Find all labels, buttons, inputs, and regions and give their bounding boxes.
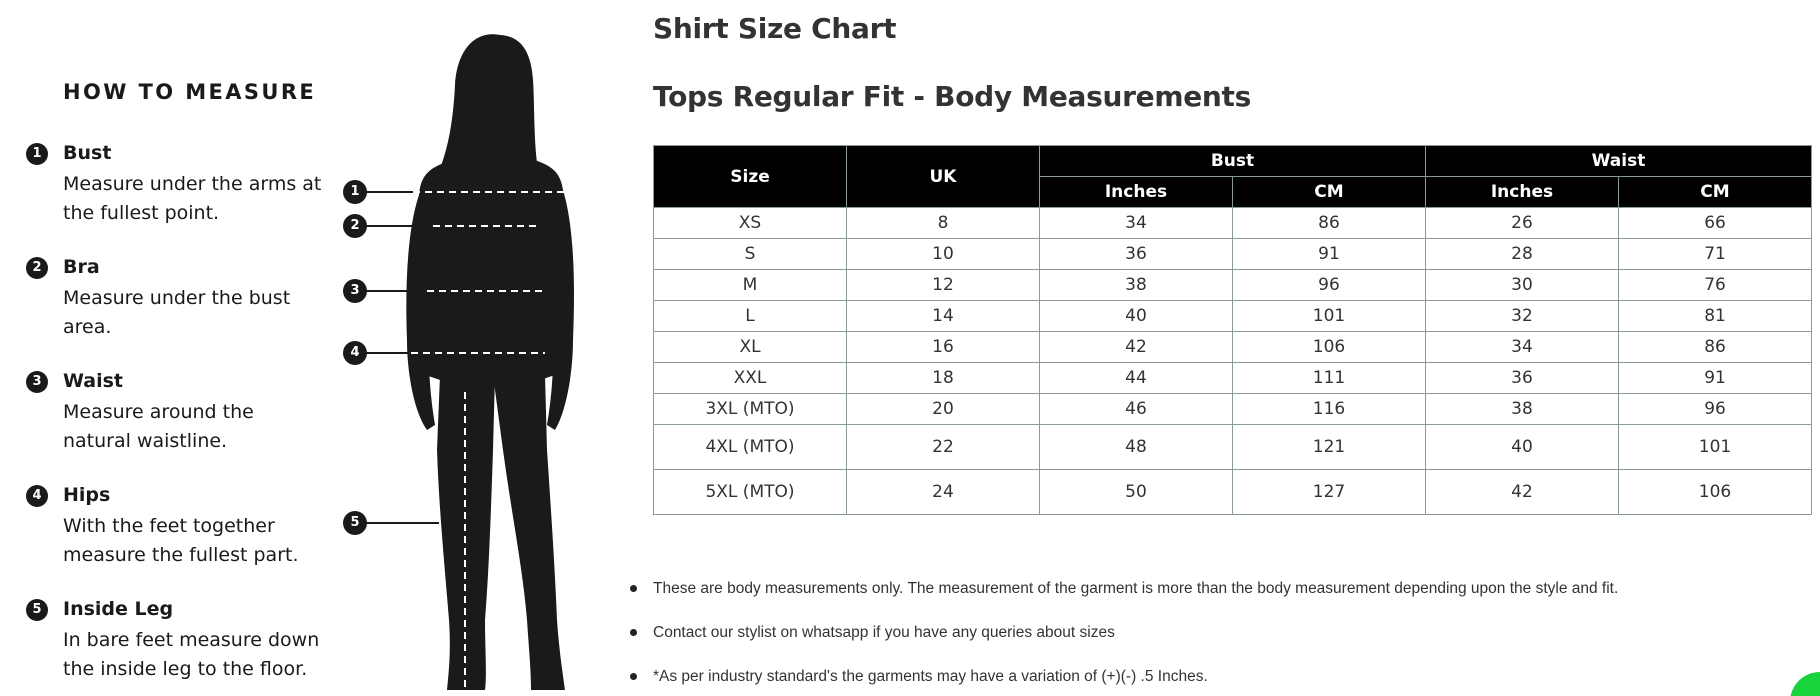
table-row: [654, 394, 1812, 425]
note-item: These are body measurements only. The measurement of the garment is more than the body measurement depending upon the style and fit.: [625, 580, 1775, 624]
table-header-row: [654, 146, 1812, 177]
cell-bust-inches: 50: [1040, 470, 1233, 515]
step-name: Bust: [63, 142, 112, 164]
step-description: In bare feet measure down the inside leg to the floor.: [63, 629, 320, 680]
step-number-badge: 3: [26, 371, 48, 393]
table-row: [654, 301, 1812, 332]
table-row: [654, 239, 1812, 270]
cell-uk: 24: [847, 470, 1040, 515]
cell-waist-cm: 71: [1619, 239, 1812, 270]
size-table: [653, 145, 1812, 515]
cell-waist-inches: 40: [1426, 425, 1619, 470]
step-description: Measure under the arms at the fullest point.: [63, 173, 322, 224]
table-row: [654, 270, 1812, 301]
size-chart-title: Shirt Size Chart: [653, 12, 897, 45]
cell-waist-cm: 66: [1619, 208, 1812, 239]
cell-waist-inches: 26: [1426, 208, 1619, 239]
cell-bust-inches: 46: [1040, 394, 1233, 425]
cell-uk: 12: [847, 270, 1040, 301]
cell-waist-cm: 91: [1619, 363, 1812, 394]
measure-point-badge: 2: [343, 214, 367, 238]
size-chart-subtitle: Tops Regular Fit - Body Measurements: [653, 80, 1251, 113]
header-bust: Bust: [1040, 146, 1426, 177]
cell-size: 4XL (MTO): [654, 425, 847, 470]
cell-uk: 14: [847, 301, 1040, 332]
cell-bust-cm: 86: [1233, 208, 1426, 239]
how-to-measure-panel: [26, 0, 346, 696]
cell-uk: 8: [847, 208, 1040, 239]
table-row: [654, 332, 1812, 363]
cell-waist-inches: 30: [1426, 270, 1619, 301]
header-uk: UK: [847, 146, 1040, 208]
cell-waist-inches: 42: [1426, 470, 1619, 515]
cell-bust-cm: 91: [1233, 239, 1426, 270]
measure-point-badge: 4: [343, 341, 367, 365]
cell-size: XS: [654, 208, 847, 239]
cell-bust-inches: 38: [1040, 270, 1233, 301]
cell-bust-cm: 121: [1233, 425, 1426, 470]
body-silhouette-figure: [335, 30, 595, 696]
cell-size: XL: [654, 332, 847, 363]
table-row: [654, 363, 1812, 394]
cell-size: 3XL (MTO): [654, 394, 847, 425]
cell-size: XXL: [654, 363, 847, 394]
cell-uk: 22: [847, 425, 1040, 470]
note-item: *As per industry standard's the garments may have a variation of (+)(-) .5 Inches.: [625, 668, 1775, 696]
cell-bust-cm: 106: [1233, 332, 1426, 363]
cell-bust-cm: 127: [1233, 470, 1426, 515]
measure-point-badge: 3: [343, 279, 367, 303]
cell-bust-inches: 42: [1040, 332, 1233, 363]
header-waist-cm: CM: [1619, 177, 1812, 208]
table-row: [654, 470, 1812, 515]
cell-bust-cm: 111: [1233, 363, 1426, 394]
note-item: Contact our stylist on whatsapp if you have any queries about sizes: [625, 624, 1775, 668]
cell-size: 5XL (MTO): [654, 470, 847, 515]
cell-waist-inches: 38: [1426, 394, 1619, 425]
step-number-badge: 1: [26, 143, 48, 165]
header-waist-inches: Inches: [1426, 177, 1619, 208]
step-name: Bra: [63, 256, 100, 278]
header-bust-inches: Inches: [1040, 177, 1233, 208]
notes-list: [625, 580, 1775, 696]
step-name: Hips: [63, 484, 111, 506]
cell-waist-cm: 86: [1619, 332, 1812, 363]
whatsapp-chat-icon[interactable]: [1790, 672, 1820, 696]
step-description: Measure around the natural waistline.: [63, 401, 254, 452]
cell-size: L: [654, 301, 847, 332]
cell-uk: 10: [847, 239, 1040, 270]
step-name: Waist: [63, 370, 124, 392]
cell-bust-cm: 101: [1233, 301, 1426, 332]
header-bust-cm: CM: [1233, 177, 1426, 208]
cell-size: M: [654, 270, 847, 301]
cell-bust-inches: 48: [1040, 425, 1233, 470]
cell-uk: 16: [847, 332, 1040, 363]
table-row: [654, 208, 1812, 239]
cell-uk: 18: [847, 363, 1040, 394]
cell-waist-cm: 101: [1619, 425, 1812, 470]
cell-size: S: [654, 239, 847, 270]
header-size: Size: [654, 146, 847, 208]
cell-waist-inches: 34: [1426, 332, 1619, 363]
cell-bust-inches: 44: [1040, 363, 1233, 394]
cell-waist-cm: 76: [1619, 270, 1812, 301]
cell-bust-inches: 34: [1040, 208, 1233, 239]
cell-bust-inches: 40: [1040, 301, 1233, 332]
cell-uk: 20: [847, 394, 1040, 425]
step-number-badge: 2: [26, 257, 48, 279]
header-waist: Waist: [1426, 146, 1812, 177]
cell-waist-inches: 36: [1426, 363, 1619, 394]
step-description: With the feet together measure the fullest part.: [63, 515, 299, 566]
cell-waist-cm: 96: [1619, 394, 1812, 425]
step-number-badge: 4: [26, 485, 48, 507]
cell-bust-cm: 96: [1233, 270, 1426, 301]
step-description: Measure under the bust area.: [63, 287, 291, 338]
how-to-measure-title: HOW TO MEASURE: [63, 80, 317, 104]
cell-waist-inches: 32: [1426, 301, 1619, 332]
measure-point-badge: 5: [343, 511, 367, 535]
silhouette-icon: [335, 30, 595, 696]
table-row: [654, 425, 1812, 470]
cell-bust-cm: 116: [1233, 394, 1426, 425]
cell-bust-inches: 36: [1040, 239, 1233, 270]
cell-waist-cm: 106: [1619, 470, 1812, 515]
measure-point-badge: 1: [343, 180, 367, 204]
step-name: Inside Leg: [63, 598, 174, 620]
step-number-badge: 5: [26, 599, 48, 621]
cell-waist-inches: 28: [1426, 239, 1619, 270]
cell-waist-cm: 81: [1619, 301, 1812, 332]
